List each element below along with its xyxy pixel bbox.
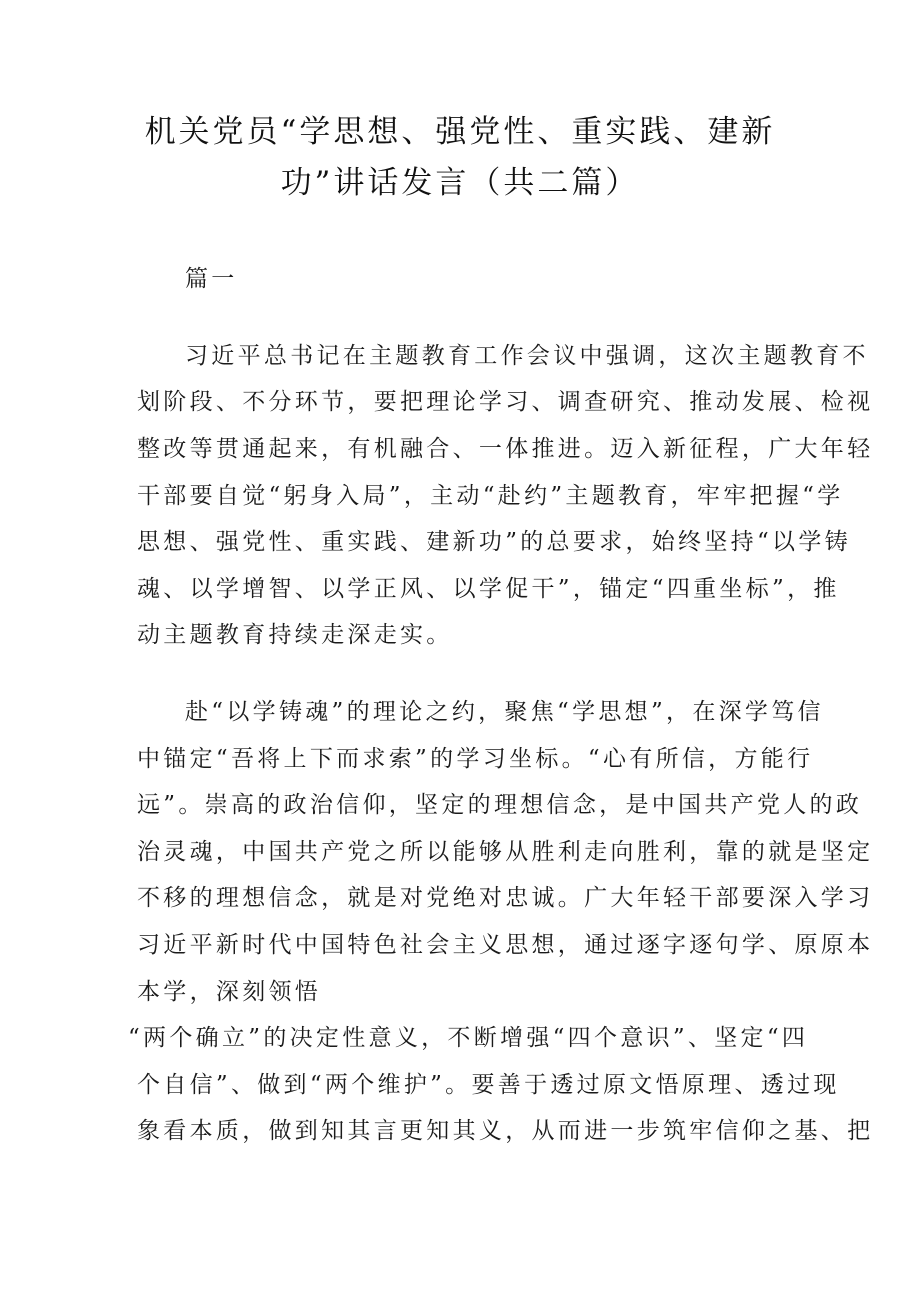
paragraph-line: “两个确立”的决定性意义，不断增强“四个意识”、坚定“四 bbox=[128, 1025, 809, 1051]
paragraph-line: 本学，深刻领悟 bbox=[137, 979, 322, 1005]
paragraph-line: 治灵魂，中国共产党之所以能够从胜利走向胜利，靠的就是坚定 bbox=[137, 839, 874, 865]
paragraph-line: 划阶段、不分环节，要把理论学习、调查研究、推动发展、检视 bbox=[137, 389, 874, 415]
paragraph-line: 干部要自觉“躬身入局”，主动“赴约”主题教育，牢牢把握“学 bbox=[137, 483, 844, 509]
paragraph-line: 魂、以学增智、以学正风、以学促干”，锚定“四重坐标”，推 bbox=[137, 576, 840, 602]
paragraph-line: 习近平新时代中国特色社会主义思想，通过逐字逐句学、原原本 bbox=[137, 932, 874, 958]
paragraph-line: 动主题教育持续走深走实。 bbox=[137, 622, 453, 648]
paragraph-line: 整改等贯通起来，有机融合、一体推进。迈入新征程，广大年轻 bbox=[137, 436, 874, 462]
paragraph-line: 远”。崇高的政治信仰，坚定的理想信念，是中国共产党人的政 bbox=[137, 792, 863, 818]
paragraph-line: 思想、强党性、重实践、建新功”的总要求，始终坚持“以学铸 bbox=[137, 529, 851, 555]
paragraph-line: 赴“以学铸魂”的理论之约，聚焦“学思想”，在深学笃信 bbox=[185, 699, 824, 725]
section-heading: 篇一 bbox=[185, 266, 238, 292]
paragraph-line: 象看本质，做到知其言更知其义，从而进一步筑牢信仰之基、把 bbox=[137, 1118, 874, 1144]
paragraph-line: 习近平总书记在主题教育工作会议中强调，这次主题教育不 bbox=[185, 343, 869, 369]
paragraph-line: 个自信”、做到“两个维护”。要善于透过原文悟原理、透过现 bbox=[137, 1072, 840, 1098]
document-title-line-2: 功”讲话发言（共二篇） bbox=[280, 165, 640, 201]
paragraph-line: 不移的理想信念，就是对党绝对忠诚。广大年轻干部要深入学习 bbox=[137, 885, 874, 911]
paragraph-line: 中锚定“吾将上下而求索”的学习坐标。“心有所信，方能行 bbox=[137, 746, 814, 772]
document-title-line-1: 机关党员“学思想、强党性、重实践、建新 bbox=[144, 114, 776, 150]
